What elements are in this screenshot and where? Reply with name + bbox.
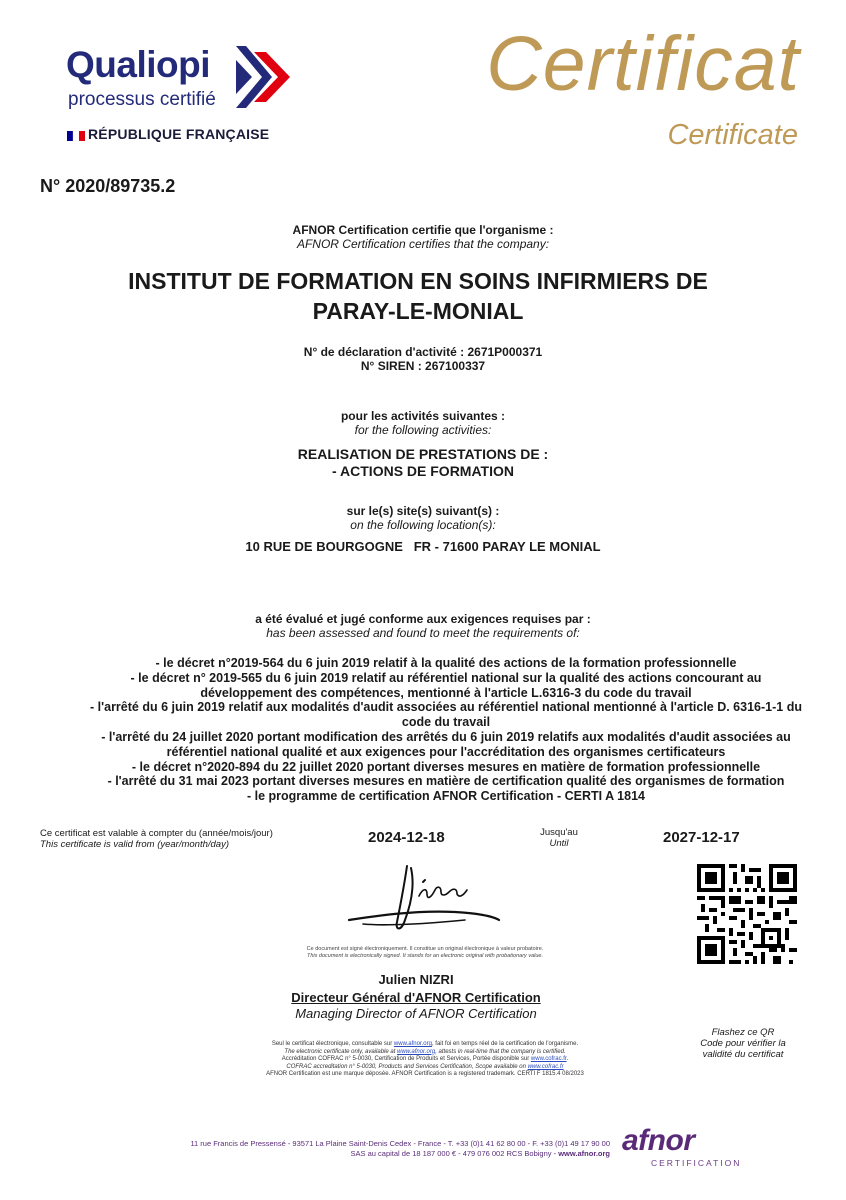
requirement-item: - le programme de certification AFNOR Certification - CERTI A 1814: [247, 789, 645, 804]
requirement-item: - l'arrêté du 31 mai 2023 portant diverses mesures en matière de certification qualité des organismes de formation: [107, 774, 785, 789]
footer-line: 11 rue Francis de Pressensé - 93571 La Plaine Saint-Denis Cedex - France - T. +33 (0)1 41 62 80 00 - F. +33 (0)1 49 17 90 00: [190, 1139, 610, 1148]
requirement-item: - l'arrêté du 24 juillet 2020 portant modification des arrêtés du 6 juin 2019 relatifs aux modalités d'audit associées au référentiel national qualité et aux exigences pour l'accréditation des organismes certificateurs: [101, 729, 791, 759]
legal-line: AFNOR Certification est une marque déposée. AFNOR Certification is a registered trademark. CERTI F 1815.4 08/2023: [266, 1071, 584, 1078]
footer-address: [90, 1139, 610, 1159]
afnor-link[interactable]: www.afnor.org: [397, 1048, 436, 1055]
legal-line: Seul le certificat électronique, consultable sur www.afnor.org, fait foi en temps réel de la certification de l'organisme.: [271, 1041, 579, 1047]
qualiopi-tagline: processus certifié: [68, 89, 216, 110]
afnor-link[interactable]: www.afnor.org: [393, 1041, 432, 1047]
requirement-item: - l'arrêté du 6 juin 2019 relatif aux modalités d'audit associées au référentiel national mentionné à l'article D. 6316-1-1 du code du travail: [90, 700, 802, 730]
qr-caption-line: Flashez ce QR: [711, 1027, 775, 1038]
esig-note-en: This document is electronically signed. It stands for an electronic original with probationary value.: [306, 953, 543, 959]
signer-title: Directeur Général d'AFNOR Certification: [291, 990, 541, 1005]
organization-name: [60, 266, 776, 326]
afnor-logo: afnor: [622, 1124, 695, 1157]
activities-label-en: for the following activities:: [354, 423, 492, 437]
afnor-website-link[interactable]: www.afnor.org: [558, 1149, 610, 1158]
qualiopi-chevron-logo: [236, 46, 294, 108]
until-label-fr: Jusqu'au: [540, 827, 578, 838]
valid-to-date: 2027-12-17: [663, 829, 740, 846]
activities-list: [0, 446, 846, 480]
certificate-subtitle: Certificate: [667, 119, 798, 151]
sites-label-en: on the following location(s):: [350, 518, 496, 532]
organization-name-line1: INSTITUT DE FORMATION EN SOINS INFIRMIERS DE: [128, 268, 708, 294]
activity-line: - ACTIONS DE FORMATION: [332, 463, 514, 479]
organization-identifiers: [0, 345, 846, 373]
sites-label-fr: sur le(s) site(s) suivant(s) :: [346, 504, 500, 518]
sites-label: [0, 504, 846, 532]
qr-caption-line: Code pour vérifier la: [700, 1038, 786, 1049]
assessment-label-fr: a été évalué et jugé conforme aux exigences requises par :: [255, 612, 591, 626]
site-address: 10 RUE DE BOURGOGNE FR - 71600 PARAY LE MONIAL: [245, 539, 601, 554]
valid-from-date: 2024-12-18: [368, 829, 445, 846]
requirement-item: - le décret n°2020-894 du 22 juillet 2020 portant diverses mesures en matière de formation professionnelle: [131, 759, 761, 774]
organization-name-line2: PARAY-LE-MONIAL: [312, 298, 524, 324]
intro-en: AFNOR Certification certifies that the company:: [296, 237, 550, 251]
electronic-signature-note: [240, 946, 610, 960]
until-label: [528, 827, 590, 849]
afnor-logo-subtitle: CERTIFICATION: [651, 1158, 742, 1168]
intro-fr: AFNOR Certification certifie que l'organisme :: [292, 223, 554, 237]
requirements-list: [90, 656, 802, 804]
activity-line: REALISATION DE PRESTATIONS DE :: [297, 446, 549, 462]
validity-label: [40, 828, 273, 850]
until-label-en: Until: [549, 838, 569, 849]
legal-line: The electronic certificate only, available at www.afnor.org, attests in real-time that the company is certified.: [284, 1048, 566, 1055]
declaration-number: N° de déclaration d'activité : 2671P000371: [303, 345, 543, 359]
esig-note-fr: Ce document est signé électroniquement. Il constitue un original électronique à valeur probatoire.: [306, 946, 544, 952]
republique-francaise-label: RÉPUBLIQUE FRANÇAISE: [88, 126, 270, 142]
qualiopi-logo-text: Qualiopi: [66, 44, 210, 85]
qr-caption: [680, 1027, 806, 1060]
legal-line: Accréditation COFRAC n° 5-0030, Certification de Produits et Services, Portée disponible sur www.cofrac.fr.: [281, 1056, 569, 1063]
cofrac-link[interactable]: www.cofrac.fr: [527, 1063, 564, 1070]
qr-code[interactable]: [697, 864, 797, 964]
certificate-title: Certificat: [486, 21, 800, 107]
legal-line: COFRAC accreditation n° 5-0030, Products and Services Certification, Scope available on www.cofrac.fr: [286, 1063, 564, 1070]
qr-caption-line: validité du certificat: [702, 1049, 784, 1060]
certificate-number: N° 2020/89735.2: [40, 176, 176, 196]
french-flag-icon: [67, 129, 85, 143]
cofrac-link[interactable]: www.cofrac.fr: [530, 1056, 567, 1063]
requirement-item: - le décret n°2019-564 du 6 juin 2019 relatif à la qualité des actions de la formation professionnelle: [155, 656, 737, 670]
validity-label-en: This certificate is valid from (year/month/day): [40, 839, 230, 850]
handwritten-signature: [345, 858, 505, 940]
signer-name: Julien NIZRI: [378, 972, 454, 987]
footer-line: SAS au capital de 18 187 000 € - 479 076 002 RCS Bobigny - www.afnor.org: [350, 1149, 610, 1158]
signer-title-en: Managing Director of AFNOR Certification: [295, 1006, 537, 1021]
legal-notice: [200, 1041, 650, 1079]
intro-block: [0, 223, 846, 251]
validity-label-fr: Ce certificat est valable à compter du (année/mois/jour): [40, 828, 273, 839]
requirement-item: - le décret n° 2019-565 du 6 juin 2019 relatif au référentiel national sur la qualité des actions concourant au développement des compétences, mentionné à l'article L.6316-3 du code du travail: [130, 670, 762, 700]
activities-label: [0, 409, 846, 437]
assessment-label: [0, 612, 846, 640]
siren-number: N° SIREN : 267100337: [360, 359, 486, 373]
activities-label-fr: pour les activités suivantes :: [340, 409, 506, 423]
assessment-label-en: has been assessed and found to meet the requirements of:: [266, 626, 580, 640]
